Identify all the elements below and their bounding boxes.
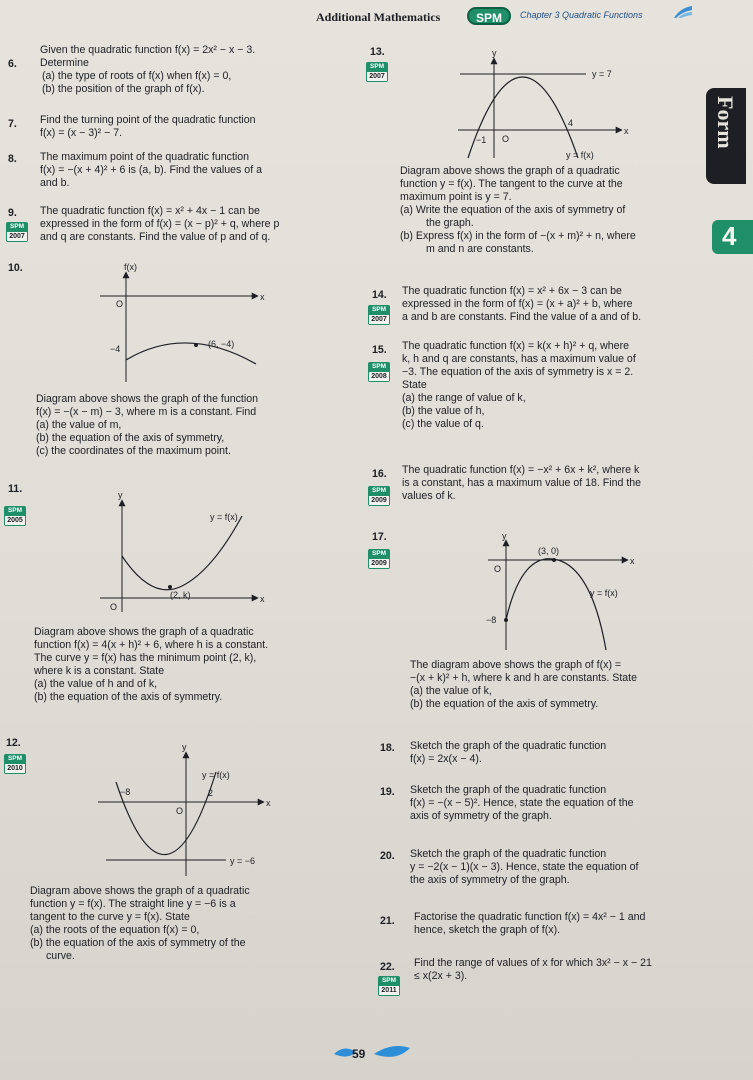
q6-number: 6. bbox=[8, 58, 17, 70]
q6-text bbox=[40, 44, 340, 96]
q19-line: Sketch the graph of the quadratic function bbox=[410, 784, 607, 796]
q11-graph bbox=[92, 486, 274, 616]
page-number: 59 bbox=[352, 1047, 366, 1061]
q12-badge-year: 2010 bbox=[5, 764, 25, 773]
q11-origin: O bbox=[110, 602, 118, 612]
q19-line: axis of symmetry of the graph. bbox=[410, 810, 552, 822]
q15-line: (a) the range of value of k, bbox=[402, 392, 526, 404]
q8-line: The maximum point of the quadratic function bbox=[40, 151, 250, 163]
q14-number: 14. bbox=[372, 289, 387, 301]
q17-badge-label: SPM bbox=[371, 550, 387, 557]
q11-x-label: x bbox=[260, 594, 265, 604]
q18-line: Sketch the graph of the quadratic function bbox=[410, 740, 607, 752]
q8-text bbox=[40, 151, 340, 190]
q18-line: f(x) = 2x(x − 4). bbox=[410, 753, 482, 765]
q10-number: 10. bbox=[8, 262, 23, 274]
q17-line: (b) the equation of the axis of symmetry. bbox=[410, 698, 599, 710]
q14-badge-year: 2007 bbox=[369, 315, 389, 324]
q11-number: 11. bbox=[8, 483, 23, 495]
page-number-wave-icon bbox=[334, 1040, 410, 1066]
q17-line: −(x + k)² + h, where k and h are constants. State bbox=[410, 672, 638, 684]
q13-line: (b) Express f(x) in the form of −(x + m)² + n, where bbox=[400, 230, 636, 242]
q9-line: expressed in the form of f(x) = (x − p)² + q, where p bbox=[40, 218, 280, 230]
q13-line: Diagram above shows the graph of a quadratic bbox=[400, 165, 620, 177]
q10-graph bbox=[96, 260, 272, 384]
q12-spm-badge bbox=[4, 754, 26, 774]
q10-line: f(x) = −(x − m) − 3, where m is a constant. Find bbox=[36, 406, 257, 418]
q13-x-tick-right: 4 bbox=[568, 118, 574, 128]
q13-line: (a) Write the equation of the axis of symmetry of bbox=[400, 204, 626, 216]
q13-x-tick-left: −1 bbox=[476, 135, 487, 145]
q17-y-intercept bbox=[504, 618, 508, 622]
q13-spm-badge bbox=[366, 62, 388, 82]
q11-point-label: (2, k) bbox=[170, 590, 191, 600]
q13-curve-label: y = f(x) bbox=[566, 150, 594, 160]
q11-curve bbox=[122, 516, 242, 590]
q22-badge-label: SPM bbox=[381, 977, 397, 984]
q14-line: The quadratic function f(x) = x² + 6x − 3 can be bbox=[402, 285, 622, 297]
q15-line: (b) the value of h, bbox=[402, 405, 485, 417]
q17-x-label: x bbox=[630, 556, 635, 566]
q22-text bbox=[414, 957, 714, 983]
q6-line: Determine bbox=[40, 57, 89, 69]
q15-line: (c) the value of q. bbox=[402, 418, 484, 430]
q21-number: 21. bbox=[380, 915, 395, 927]
q22-line: Find the range of values of x for which 3x² − x − 21 bbox=[414, 957, 652, 969]
q16-number: 16. bbox=[372, 468, 387, 480]
q17-line: The diagram above shows the graph of f(x) = bbox=[410, 659, 622, 671]
q12-text bbox=[30, 885, 352, 963]
q13-y-label: y bbox=[492, 48, 497, 58]
q20-text bbox=[410, 848, 715, 887]
q17-badge-year: 2009 bbox=[369, 559, 389, 568]
q7-number: 7. bbox=[8, 118, 17, 130]
q11-line: (b) the equation of the axis of symmetry. bbox=[34, 691, 223, 703]
q17-spm-badge bbox=[368, 549, 390, 569]
q16-line: The quadratic function f(x) = −x² + 6x + k², where k bbox=[402, 464, 640, 476]
q13-line: m and n are constants. bbox=[426, 243, 534, 255]
q13-x-label: x bbox=[624, 126, 629, 136]
q6-line: (b) the position of the graph of f(x). bbox=[42, 83, 205, 95]
q15-number: 15. bbox=[372, 344, 387, 356]
q10-origin: O bbox=[116, 299, 124, 309]
q11-line: function f(x) = 4(x + h)² + 6, where h is a constant. bbox=[34, 639, 269, 651]
q11-line: where k is a constant. State bbox=[34, 665, 165, 677]
q10-line: (a) the value of m, bbox=[36, 419, 122, 431]
q19-text bbox=[410, 784, 715, 823]
q22-badge-year: 2011 bbox=[379, 986, 399, 995]
q11-badge-label: SPM bbox=[7, 507, 23, 514]
q9-number: 9. bbox=[8, 207, 17, 219]
q7-line: f(x) = (x − 3)² − 7. bbox=[40, 127, 123, 139]
q10-curve bbox=[126, 343, 256, 364]
q16-text bbox=[402, 464, 712, 503]
q12-line-label: y = −6 bbox=[230, 856, 256, 866]
q10-line: (b) the equation of the axis of symmetry, bbox=[36, 432, 225, 444]
q17-y-tick: −8 bbox=[486, 615, 497, 625]
q16-badge-label: SPM bbox=[371, 487, 387, 494]
q14-spm-badge bbox=[368, 305, 390, 325]
q16-spm-badge bbox=[368, 486, 390, 506]
q11-curve-label: y = f(x) bbox=[210, 512, 238, 522]
q17-origin: O bbox=[494, 564, 502, 574]
q17-y-label: y bbox=[502, 531, 507, 541]
q10-line: (c) the coordinates of the maximum point. bbox=[36, 445, 231, 457]
q10-line: Diagram above shows the graph of the function bbox=[36, 393, 259, 405]
form-tab-label: Form bbox=[713, 96, 738, 149]
q8-line: f(x) = −(x + 4)² + 6 is (a, b). Find the values of a bbox=[40, 164, 262, 176]
q22-line: ≤ x(2x + 3). bbox=[414, 970, 468, 982]
q10-x-label: x bbox=[260, 292, 265, 302]
q15-badge-label: SPM bbox=[371, 363, 387, 370]
q15-line: k, h and q are constants, has a maximum value of bbox=[402, 353, 636, 365]
q12-line: (a) the roots of the equation f(x) = 0, bbox=[30, 924, 200, 936]
q12-x-tick-right: 2 bbox=[208, 788, 214, 798]
q9-line: The quadratic function f(x) = x² + 4x − 1 can be bbox=[40, 205, 260, 217]
q16-badge-year: 2009 bbox=[369, 496, 389, 505]
q14-line: a and b are constants. Find the value of a and of b. bbox=[402, 311, 642, 323]
q17-curve-label: y = f(x) bbox=[590, 588, 618, 598]
q12-line: function y = f(x). The straight line y = −6 is a bbox=[30, 898, 236, 910]
q17-point-label: (3, 0) bbox=[538, 546, 560, 556]
q12-curve-label: y = f(x) bbox=[202, 770, 230, 780]
form-number-label: 4 bbox=[722, 221, 737, 251]
q12-badge-label: SPM bbox=[7, 755, 23, 762]
q9-text bbox=[40, 205, 350, 244]
q13-line: function y = f(x). The tangent to the curve at the bbox=[400, 178, 623, 190]
q10-point-label: (6, −4) bbox=[208, 339, 235, 349]
q12-line: curve. bbox=[46, 950, 75, 962]
q17-text bbox=[410, 659, 710, 711]
q13-graph bbox=[454, 46, 634, 162]
q20-line: the axis of symmetry of the graph. bbox=[410, 874, 570, 886]
q16-line: values of k. bbox=[402, 490, 456, 502]
q12-graph bbox=[96, 742, 276, 878]
q13-origin: O bbox=[502, 134, 510, 144]
q15-spm-badge bbox=[368, 362, 390, 382]
q10-text bbox=[36, 393, 346, 458]
q12-curve bbox=[116, 772, 216, 855]
q13-line-label: y = 7 bbox=[592, 69, 612, 79]
q12-x-label: x bbox=[266, 798, 271, 808]
q12-line: Diagram above shows the graph of a quadratic bbox=[30, 885, 250, 897]
q10-max-point bbox=[194, 343, 198, 347]
q22-number: 22. bbox=[380, 961, 395, 973]
q16-line: is a constant, has a maximum value of 18. Find the bbox=[402, 477, 642, 489]
q12-x-tick-left: −8 bbox=[120, 787, 131, 797]
q8-line: and b. bbox=[40, 177, 70, 189]
q11-y-label: y bbox=[118, 490, 123, 500]
q15-line: The quadratic function f(x) = k(x + h)² + q, where bbox=[402, 340, 629, 352]
q17-curve bbox=[506, 559, 606, 650]
q17-number: 17. bbox=[372, 531, 387, 543]
q14-badge-label: SPM bbox=[371, 306, 387, 313]
q14-line: expressed in the form of f(x) = (x + a)² + b, where bbox=[402, 298, 633, 310]
q19-number: 19. bbox=[380, 786, 395, 798]
q21-line: hence, sketch the graph of f(x). bbox=[414, 924, 561, 936]
q8-number: 8. bbox=[8, 153, 17, 165]
q7-line: Find the turning point of the quadratic function bbox=[40, 114, 256, 126]
form-number-tab bbox=[712, 220, 753, 254]
q11-spm-badge bbox=[4, 506, 26, 526]
chapter-wave-icon bbox=[672, 4, 694, 20]
q17-max-point bbox=[552, 558, 556, 562]
q11-badge-year: 2005 bbox=[5, 516, 25, 525]
q6-line: (a) the type of roots of f(x) when f(x) = 0, bbox=[42, 70, 232, 82]
q12-line: tangent to the curve y = f(x). State bbox=[30, 911, 190, 923]
q13-number: 13. bbox=[370, 46, 385, 58]
q10-x-tick: −4 bbox=[110, 344, 121, 354]
q6-line: Given the quadratic function f(x) = 2x² − x − 3. bbox=[40, 44, 256, 56]
q13-badge-label: SPM bbox=[369, 63, 385, 70]
q15-line: −3. The equation of the axis of symmetry is x = 2. bbox=[402, 366, 634, 378]
q9-spm-badge bbox=[6, 222, 28, 242]
q15-line: State bbox=[402, 379, 427, 391]
q13-badge-year: 2007 bbox=[367, 72, 387, 81]
q21-line: Factorise the quadratic function f(x) = 4x² − 1 and bbox=[414, 911, 646, 923]
q12-number: 12. bbox=[6, 737, 21, 749]
q22-spm-badge bbox=[378, 976, 400, 996]
q20-number: 20. bbox=[380, 850, 395, 862]
q18-number: 18. bbox=[380, 742, 395, 754]
q11-line: The curve y = f(x) has the minimum point (2, k), bbox=[34, 652, 257, 664]
q9-badge-label: SPM bbox=[9, 223, 25, 230]
q17-graph bbox=[482, 530, 642, 654]
chapter-title: Chapter 3 Quadratic Functions bbox=[520, 10, 643, 20]
q19-line: f(x) = −(x − 5)². Hence, state the equation of the bbox=[410, 797, 634, 809]
q11-text bbox=[34, 626, 344, 704]
q20-line: Sketch the graph of the quadratic function bbox=[410, 848, 607, 860]
q13-curve bbox=[468, 77, 578, 158]
q9-badge-year: 2007 bbox=[7, 232, 27, 241]
q10-y-label: f(x) bbox=[124, 262, 137, 272]
q12-origin: O bbox=[176, 806, 184, 816]
q17-line: (a) the value of k, bbox=[410, 685, 492, 697]
q12-line: (b) the equation of the axis of symmetry of the bbox=[30, 937, 246, 949]
q11-line: Diagram above shows the graph of a quadratic bbox=[34, 626, 254, 638]
q13-line: maximum point is y = 7. bbox=[400, 191, 512, 203]
q13-text bbox=[400, 165, 705, 256]
q9-line: and q are constants. Find the value of p and of q. bbox=[40, 231, 271, 243]
q14-text bbox=[402, 285, 712, 324]
q12-y-label: y bbox=[182, 742, 187, 752]
q11-min-point bbox=[168, 585, 172, 589]
q15-text bbox=[402, 340, 712, 431]
q21-text bbox=[414, 911, 714, 937]
q18-text bbox=[410, 740, 715, 766]
q15-badge-year: 2008 bbox=[369, 372, 389, 381]
spm-header-badge: SPM bbox=[467, 7, 511, 25]
form-side-tab bbox=[706, 88, 746, 184]
q13-line: the graph. bbox=[426, 217, 474, 229]
q11-line: (a) the value of h and of k, bbox=[34, 678, 158, 690]
q20-line: y = −2(x − 1)(x − 3). Hence, state the equation of bbox=[410, 861, 639, 873]
book-title: Additional Mathematics bbox=[316, 10, 441, 24]
q7-text bbox=[40, 114, 340, 140]
